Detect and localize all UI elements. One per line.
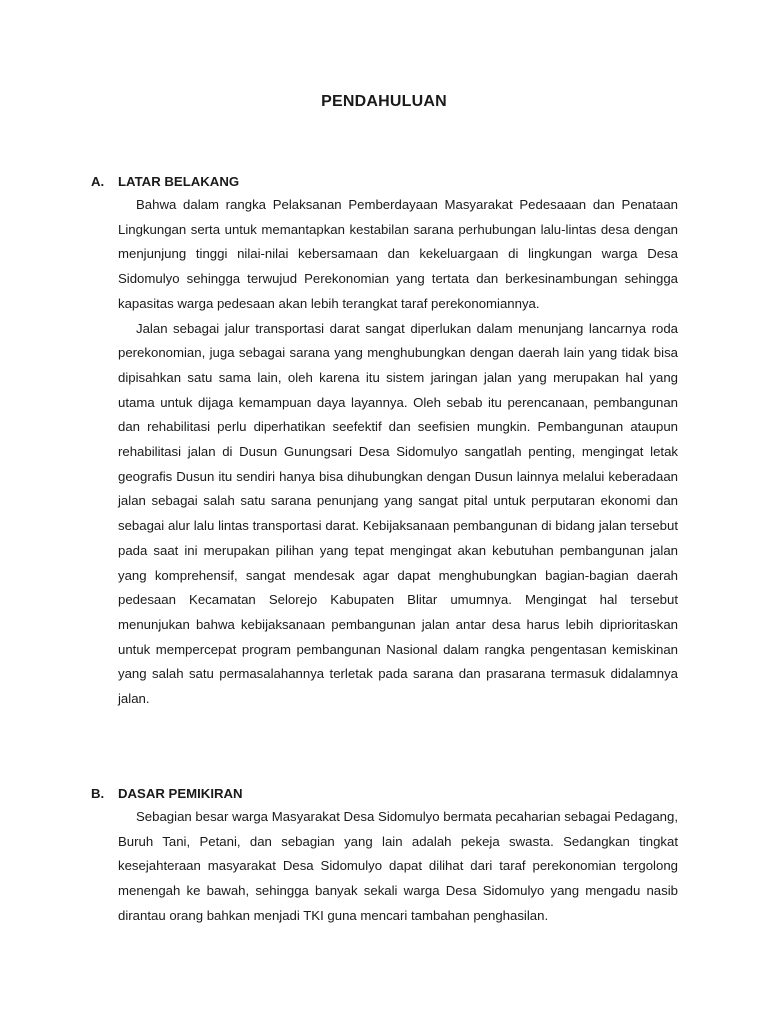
section-heading-dasar-pemikiran: [91, 786, 243, 801]
paragraph: Bahwa dalam rangka Pelaksanan Pemberdayaan Masyarakat Pedesaaan dan Penataan Lingkungan serta untuk memantapkan kestabilan sarana perhubungan lalu-lintas desa dengan menjunjung tinggi nilai-nilai kebersamaan dan kekeluargaan di lingkungan warga Desa Sidomulyo sehingga terwujud Perekonomian yang tertata dan berkesinambungan sehingga kapasitas warga pedesaan akan lebih terangkat taraf perekonomiannya.: [118, 197, 678, 311]
page-title: PENDAHULUAN: [321, 93, 447, 110]
section-heading-latar-belakang: [91, 174, 239, 189]
paragraph: Jalan sebagai jalur transportasi darat sangat diperlukan dalam menunjang lancarnya roda perekonomian, juga sebagai sarana yang menghubungkan dengan daerah lain yang tidak bisa dipisahkan satu sama lain, oleh karena itu sistem jaringan jalan yang merupakan hal yang utama untuk dijaga kemampuan daya layannya. Oleh sebab itu perencanaan, pembangunan dan rehabilitasi perlu diperhatikan seefektif dan seefisien mungkin. Pembangunan ataupun rehabilitasi jalan di Dusun Gunungsari Desa Sidomulyo sangatlah penting, mengingat letak geografis Dusun itu sendiri hanya bisa dihubungkan dengan Dusun lainnya melalui keberadaan jalan sebagai salah satu sarana penunjang yang sangat pital untuk perputaran ekonomi dan sebagai alur lalu lintas transportasi darat. Kebijaksanaan pembangunan di bidang jalan tersebut pada saat ini merupakan pilihan yang tepat mengingat akan kebutuhan pembangunan jalan yang komprehensif, sangat mendesak agar dapat menghubungkan bagian-bagian daerah pedesaan Kecamatan Selorejo Kabupaten Blitar umumnya. Mengingat hal tersebut menunjukan bahwa kebijaksanaan pembangunan jalan antar desa harus lebih diprioritaskan untuk mempercepat program pembangunan Nasional dalam rangka pengentasan kemiskinan yang salah satu permasalahannya terletak pada sarana dan prasarana termasuk didalamnya jalan.: [118, 320, 678, 707]
section-body-latar-belakang: [118, 193, 678, 712]
section-title: LATAR BELAKANG: [118, 174, 240, 189]
section-number: B.: [91, 786, 105, 801]
section-title: DASAR PEMIKIRAN: [118, 786, 243, 801]
section-body-dasar-pemikiran: [118, 805, 678, 929]
paragraph: Sebagian besar warga Masyarakat Desa Sidomulyo bermata pecaharian sebagai Pedagang, Buruh Tani, Petani, dan sebagian yang lain adalah pekeja swasta. Sedangkan tingkat kesejahteraan masyarakat Desa Sidomulyo dapat dilihat dari taraf perekonomian tergolong menengah ke bawah, sehingga banyak sekali warga Desa Sidomulyo yang mengadu nasib dirantau orang bahkan menjadi TKI guna mencari tambahan penghasilan.: [118, 809, 678, 923]
section-number: A.: [91, 174, 105, 189]
